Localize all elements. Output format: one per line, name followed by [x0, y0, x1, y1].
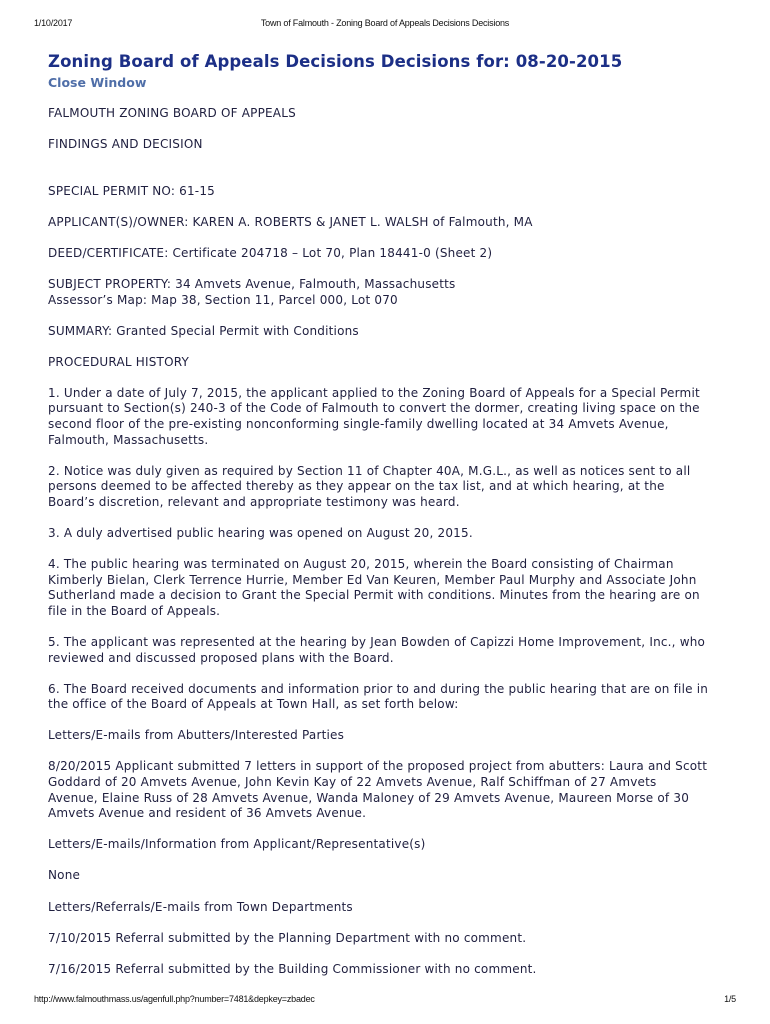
- procedural-history-heading: PROCEDURAL HISTORY: [48, 354, 190, 369]
- print-url: http://www.falmouthmass.us/agenfull.php?number=7481&depkey=zbadec: [34, 994, 315, 1004]
- history-item-2: 2. Notice was duly given as required by Section 11 of Chapter 40A, M.G.L., as well as notices sent to all persons deemed to be affected thereby as they appear on the tax list, and at which hearing, at the Board’s discretion, relevant and appropriate testimony was heard.: [48, 463, 691, 509]
- deed-certificate: DEED/CERTIFICATE: Certificate 204718 – Lot 70, Plan 18441-0 (Sheet 2): [48, 245, 493, 260]
- abutter-letters: 8/20/2015 Applicant submitted 7 letters in support of the proposed project from abutters: Laura and Scott Goddard of 20 Amvets Avenue, John Kevin Kay of 22 Amvets Avenue, Ralf Schiffman of 27 Amvets Avenue, Elaine Russ of 28 Amvets Avenue, Wanda Maloney of 29 Amvets Avenue, Maureen Morse of 30 Amvets Avenue and resident of 36 Amvets Avenue.: [48, 759, 708, 821]
- page-number: 1/5: [724, 994, 736, 1004]
- applicant-info-heading: Letters/E-mails/Information from Applicant/Representative(s): [48, 837, 426, 852]
- planning-referral: 7/10/2015 Referral submitted by the Planning Department with no comment.: [48, 930, 527, 945]
- building-referral: 7/16/2015 Referral submitted by the Building Commissioner with no comment.: [48, 961, 537, 976]
- decision-text: [48, 106, 728, 977]
- town-departments-heading: Letters/Referrals/E-mails from Town Departments: [48, 899, 353, 914]
- findings-heading: FINDINGS AND DECISION: [48, 137, 203, 152]
- print-date: 1/10/2017: [34, 18, 73, 28]
- history-item-6: 6. The Board received documents and information prior to and during the public hearing that are on file in the office of the Board of Appeals at Town Hall, as set forth below:: [48, 681, 709, 712]
- history-item-5: 5. The applicant was represented at the hearing by Jean Bowden of Capizzi Home Improvement, Inc., who reviewed and discussed proposed plans with the Board.: [48, 634, 706, 665]
- history-item-3: 3. A duly advertised public hearing was opened on August 20, 2015.: [48, 526, 473, 540]
- history-item-4: 4. The public hearing was terminated on August 20, 2015, wherein the Board consisting of Chairman Kimberly Bielan, Clerk Terrence Hurrie, Member Ed Van Keuren, Member Paul Murphy and Associate John Sutherland made a decision to Grant the Special Permit with conditions. Minutes from the hearing are on file in the Board of Appeals.: [48, 557, 700, 618]
- close-window-link[interactable]: Close Window: [48, 75, 147, 90]
- board-name: FALMOUTH ZONING BOARD OF APPEALS: [48, 106, 296, 120]
- subject-property: SUBJECT PROPERTY: 34 Amvets Avenue, Falmouth, Massachusetts Assessor’s Map: Map 38, Section 11, Parcel 000, Lot 070: [48, 276, 456, 307]
- document-body: [48, 52, 728, 977]
- applicant-owner: APPLICANT(S)/OWNER: KAREN A. ROBERTS & JANET L. WALSH of Falmouth, MA: [48, 214, 533, 229]
- page-title: Zoning Board of Appeals Decisions Decisions for: 08-20-2015: [48, 52, 623, 71]
- special-permit-number: SPECIAL PERMIT NO: 61-15: [48, 183, 215, 198]
- history-item-1: 1. Under a date of July 7, 2015, the applicant applied to the Zoning Board of Appeals for a Special Permit pursuant to Section(s) 240-3 of the Code of Falmouth to convert the dormer, creating living space on the second floor of the pre-existing nonconforming single-family dwelling located at 34 Amvets Avenue, Falmouth, Massachusetts.: [48, 385, 700, 447]
- abutters-heading: Letters/E-mails from Abutters/Interested Parties: [48, 728, 345, 743]
- print-page-title: Town of Falmouth - Zoning Board of Appeals Decisions Decisions: [260, 18, 510, 28]
- applicant-info-none: None: [48, 868, 81, 883]
- summary: SUMMARY: Granted Special Permit with Conditions: [48, 323, 359, 338]
